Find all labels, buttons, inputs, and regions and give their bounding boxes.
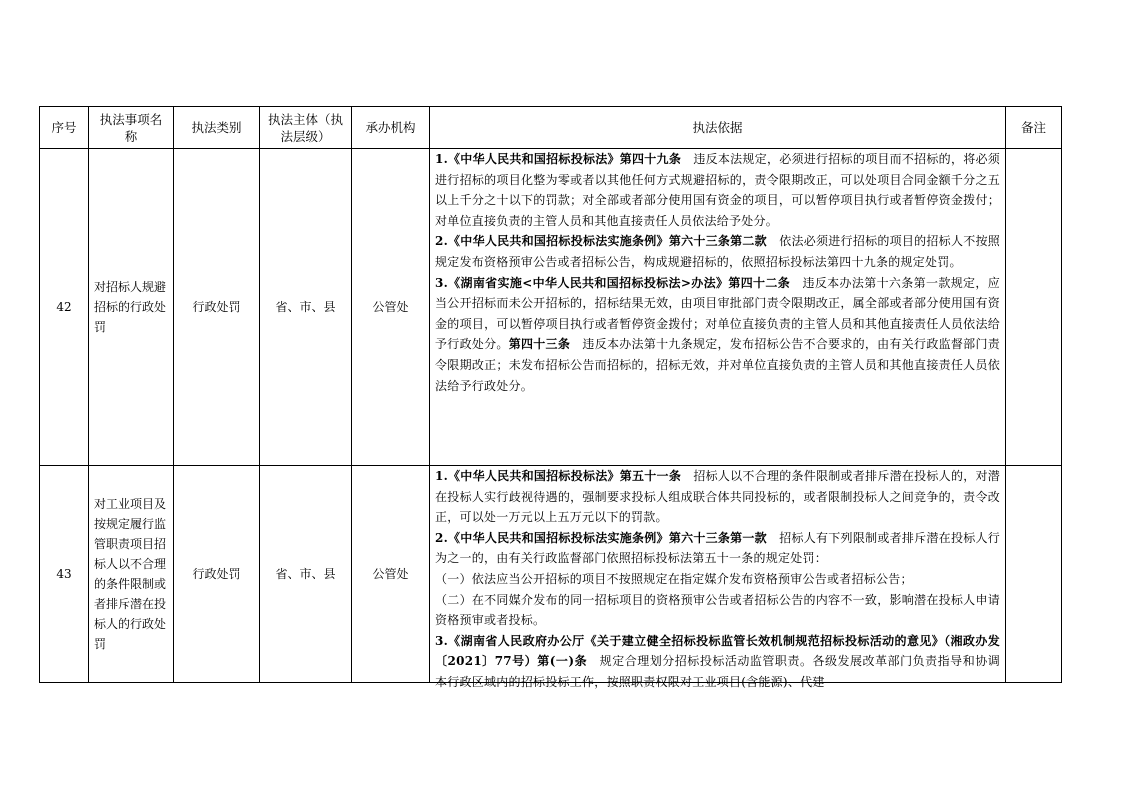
basis-content — [435, 466, 1000, 689]
basis-paragraph — [435, 149, 1000, 231]
basis-clause-text: （一）依法应当公开招标的项目不按照规定在指定媒介发布资格预审公告或者招标公告； — [435, 571, 913, 586]
row-agency: 公管处 — [352, 149, 430, 466]
row-basis — [430, 466, 1006, 689]
header-remark: 备注 — [1006, 107, 1062, 149]
basis-clause-text: 招标人有下列限制或者排斥潜在投标人行为之一的，由有关行政监督部门依照招标投标法第五十一条的规定处罚： — [435, 530, 1000, 566]
basis-clause-title: 第四十三条 — [508, 337, 571, 352]
row-category: 行政处罚 — [174, 466, 260, 683]
basis-clause-title: 2.《中华人民共和国招标投标法实施条例》第六十三条第一款 — [435, 530, 767, 545]
enforcement-table — [39, 106, 1062, 689]
row-remark — [1006, 149, 1062, 466]
header-basis: 执法依据 — [430, 107, 1006, 149]
basis-paragraph — [435, 273, 1000, 397]
basis-clause-title: 1.《中华人民共和国招标投标法》第五十一条 — [435, 469, 682, 483]
basis-clause-title: 3.《湖南省人民政府办公厅《关于建立健全招标投标监管长效机制规范招标投标活动的意见》（湘政办发〔2021〕77号）第(一)条 — [435, 633, 1000, 669]
row-basis — [430, 149, 1006, 466]
row-agency: 公管处 — [352, 466, 430, 683]
row-category: 行政处罚 — [174, 149, 260, 466]
header-seq: 序号 — [40, 107, 89, 149]
basis-clause-text: 招标人以不合理的条件限制或者排斥潜在投标人的，对潜在投标人实行歧视待遇的，强制要求投标人组成联合体共同投标的，或者限制投标人之间竞争的，责令改正，可以处一万元以上五万元以下的罚款。 — [435, 469, 1000, 525]
basis-clause-title: 3.《湖南省实施<中华人民共和国招标投标法>办法》第四十二条 — [435, 275, 791, 290]
header-subject: 执法主体（执法层级） — [260, 107, 352, 149]
basis-clause-text: 依法必须进行招标的项目的招标人不按照规定发布资格预审公告或者招标公告，构成规避招标的，依照招标投标法第四十九条的规定处罚。 — [435, 234, 1000, 269]
header-category: 执法类别 — [174, 107, 260, 149]
row-seq: 42 — [40, 149, 89, 466]
row-seq: 43 — [40, 466, 89, 683]
basis-paragraph — [435, 569, 1000, 590]
row-subject: 省、市、县 — [260, 149, 352, 466]
table-row — [40, 466, 1062, 683]
basis-clause-text: 违反本办法第十九条规定，发布招标公告不合要求的，由有关行政监督部门责令限期改正；未发布招标公告而招标的，招标无效，并对单位直接负责的主管人员和其他直接责任人员依法给予行政处分。 — [435, 337, 1000, 393]
row-subject: 省、市、县 — [260, 466, 352, 683]
basis-paragraph — [435, 590, 1000, 631]
basis-clause-title: 2.《中华人民共和国招标投标法实施条例》第六十三条第二款 — [435, 234, 767, 249]
basis-clause-text: （二）在不同媒介发布的同一招标项目的资格预审公告或者招标公告的内容不一致，影响潜在投标人申请资格预审或者投标。 — [435, 592, 1000, 628]
row-item-name: 对工业项目及按规定履行监管职责项目招标人以不合理的条件限制或者排斥潜在投标人的行政处罚 — [89, 466, 174, 683]
basis-clause-text: 规定合理划分招标投标活动监管职责。各级发展改革部门负责指导和协调本行政区域内的招标投标工作，按照职责权限对工业项目(含能源)、代建 — [435, 654, 1000, 689]
table-row — [40, 149, 1062, 466]
basis-paragraph — [435, 528, 1000, 569]
table-header-row — [40, 107, 1062, 149]
row-item-name: 对招标人规避招标的行政处罚 — [89, 149, 174, 466]
basis-paragraph — [435, 466, 1000, 528]
header-agency: 承办机构 — [352, 107, 430, 149]
header-item-name: 执法事项名称 — [89, 107, 174, 149]
basis-clause-title: 1.《中华人民共和国招标投标法》第四十九条 — [435, 152, 682, 166]
basis-paragraph — [435, 631, 1000, 693]
row-remark — [1006, 466, 1062, 683]
basis-clause-text: 违反本法规定，必须进行招标的项目而不招标的，将必须进行招标的项目化整为零或者以其他任何方式规避招标的，责令限期改正，可以处项目合同金额千分之五以上千分之十以下的罚款；对全部或者部分使用国有资金的项目，可以暂停项目执行或者暂停资金拨付；对单位直接负责的主管人员和其他直接责任人员依法给予处分。 — [435, 152, 1000, 228]
basis-clause-text: 违反本办法第十六条第一款规定，应当公开招标而未公开招标的，招标结果无效，由项目审批部门责令限期改正，属全部或者部分使用国有资金的项目，可以暂停项目执行或者暂停资金拨付；对单位直接负责的主管人员和其他直接责任人员依法给予行政处分。 — [435, 275, 1000, 352]
basis-paragraph — [435, 231, 1000, 272]
